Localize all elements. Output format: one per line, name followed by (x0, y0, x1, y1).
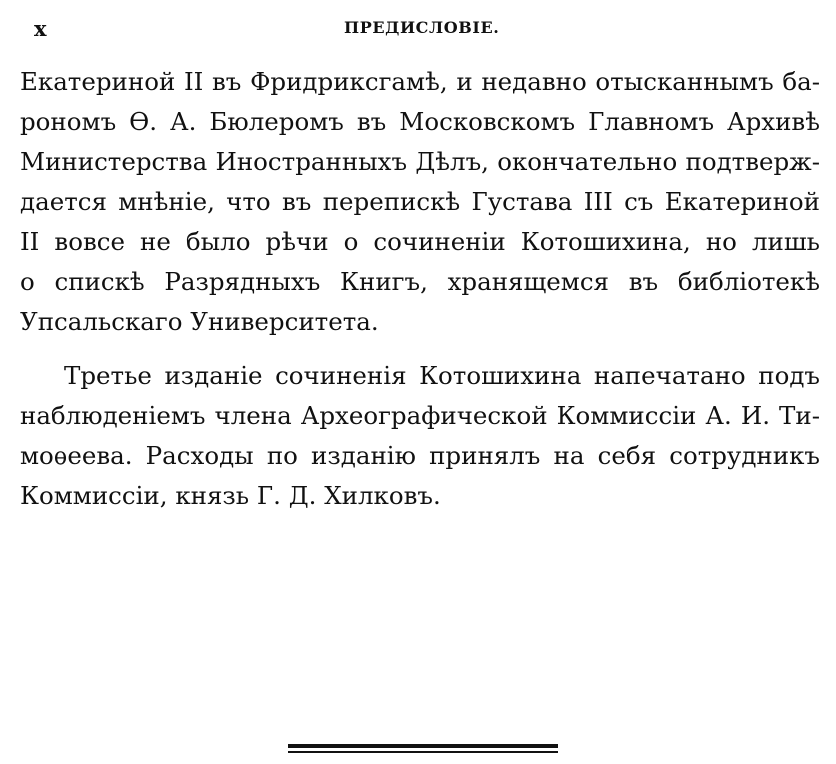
text-line: II вовсе не было рѣчи о сочиненіи Котошихина, но лишь (20, 227, 820, 256)
paragraph-gap (20, 342, 820, 356)
paragraph-continuation (20, 62, 820, 342)
text-line: дается мнѣніе, что въ перепискѣ Густава III съ Екатериной (20, 187, 820, 216)
end-rule-thick (288, 744, 558, 748)
end-rule-thin (288, 751, 558, 753)
text-line: Екатериной II въ Фридриксгамѣ, и недавно отысканнымъ ба- (20, 67, 820, 96)
body-text (20, 62, 820, 516)
text-line: Третье изданіе сочиненія Котошихина напечатано подъ (64, 361, 820, 390)
text-line: Министерства Иностранныхъ Дѣлъ, окончательно подтверж- (20, 147, 820, 176)
page-number: x (34, 16, 48, 41)
text-line: рономъ Ѳ. А. Бюлеромъ въ Московскомъ Главномъ Архивѣ (20, 107, 820, 136)
paragraph-edition-note (20, 356, 820, 516)
running-title: ПРЕДИСЛОВІЕ. (344, 18, 500, 37)
text-line: Упсальскаго Университета. (20, 307, 379, 336)
text-line: о спискѣ Разрядныхъ Книгъ, хранящемся въ библіотекѣ (20, 267, 820, 296)
running-head (34, 16, 808, 40)
text-line: моѳеева. Расходы по изданію принялъ на себя сотрудникъ (20, 441, 820, 470)
text-line: Коммиссіи, князь Г. Д. Хилковъ. (20, 481, 441, 510)
text-line: наблюденіемъ члена Археографической Коммиссіи А. И. Ти- (20, 401, 820, 430)
